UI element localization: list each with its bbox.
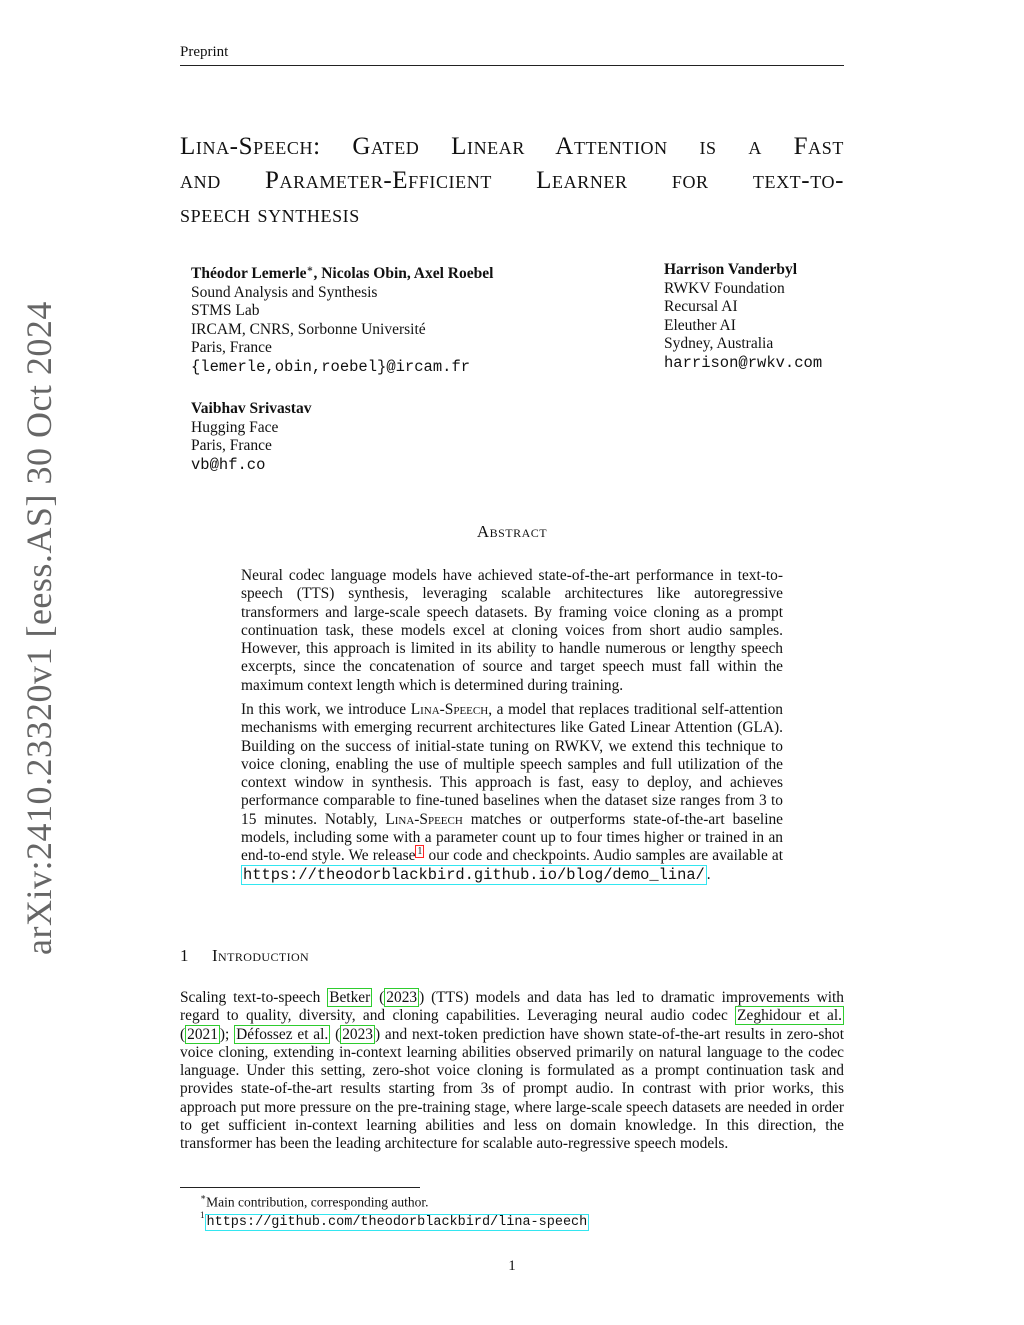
author-email: harrison@rwkv.com [664,353,823,372]
citation-link[interactable]: Zeghidour et al. [737,1007,842,1025]
citation-link[interactable]: Betker [329,989,371,1006]
model-name: Lina-Speech [385,810,463,828]
citation-link[interactable]: Défossez et al. [236,1025,329,1043]
author-email: vb@hf.co [191,455,266,474]
github-url-link[interactable]: https://github.com/theodorblackbird/lina-speech [206,1214,588,1230]
affiliation-line: STMS Lab [191,302,260,320]
paper-title [180,130,844,232]
citation-link[interactable]: 2021 [187,1025,218,1043]
affiliation-line: IRCAM, CNRS, Sorbonne Université [191,320,426,338]
citation-link[interactable]: 2023 [342,1025,373,1043]
author-names: Vaibhav Srivastav [191,400,312,417]
abstract-paragraph-1: Neural codec language models have achieved state-of-the-art performance in text-to-speech (TTS) synthesis, leveraging scalable architectures like autoregressive transformers and large-scale speech datasets. By framing voice cloning as a prompt continuation task, these models excel at cloning voices from short audio samples. However, this approach is limited in its ability to handle numerous or lengthy speech excerpts, since the concatenation of source and target speech must fall within the maximum context length which is determined during training. [241,567,783,694]
affiliation-line: Recursal AI [664,298,738,315]
author-block-ircam [191,261,493,376]
abstract-paragraph-2: In this work, we introduce Lina-Speech, a model that replaces traditional self-attention mechanisms with emerging recurrent architectures like Gated Linear Attention (GLA). Building on the success of initial-state tuning on RWKV, we extend this technique to voice cloning, enabling the use of multiple speech samples and full utilization of the context window in synthesis. This approach is fast, easy to deploy, and achieves performance comparable to fine-tuned baselines when the dataset size ranges from 3 to 15 minutes. Notably, Lina-Speech matches or outperforms state-of-the-art baseline models, including some with a parameter count up to four times higher or trained in an end-to-end style. We release $^1$ our code and checkpoints. Audio samples are available at https://theodorblackbird.github.io/blog/demo_lina/ . [241,701,783,884]
affiliation-line: Hugging Face [191,418,279,436]
title-line-1: Lina-Speech: Gated Linear Attention is a Fast [180,133,844,160]
title-line-3: speech synthesis [180,201,360,228]
author-names: Harrison Vanderbyl [664,261,798,278]
author-names: Théodor Lemerle∗, Nicolas Obin, Axel Roebel [191,264,494,283]
footnote-ref-link[interactable]: 1 [417,846,423,858]
model-name: Lina-Speech [410,701,489,718]
affiliation-line: RWKV Foundation [664,279,785,297]
author-block-rwkv [664,261,822,372]
affiliation-line: Eleuther AI [664,316,736,334]
arxiv-identifier: arXiv:2410.23320v1 [eess.AS] 30 Oct 2024 [19,301,59,955]
running-head: Preprint [180,44,229,60]
section-number: 1 [180,946,189,965]
section-title: Introduction [212,946,310,965]
author-block-huggingface [191,400,311,474]
page-number: 1 [508,1258,516,1274]
footnote-corresponding: ∗Main contribution, corresponding author. [200,1192,429,1210]
header-rule [180,65,844,66]
introduction-paragraph: Scaling text-to-speech Betker ( 2023 ) (TTS) models and data has led to dramatic improvements with regard to quality, diversity, and cloning capabilities. Leveraging neural audio codec Zeghidour et al. ( 2021 ); Défossez et al. ( 2023 ) and next-token prediction have shown state-of-the-art results in zero-shot voice cloning, extending in-context learning abilities observed primarily on natural language to the codec language. Under this setting, zero-shot voice cloning is formulated as a prompt continuation task and provides state-of-the-art results starting from 3s of prompt audio. In contrast with prior works, this approach put more pressure on the pre-training stage, where large-scale speech datasets are needed in order to get sufficient in-context learning abilities and less on domain knowledge. In this direction, the transformer has been the leading architecture for scalable auto-regressive speech models. [180,989,844,1153]
affiliation-line: Sydney, Australia [664,335,774,352]
affiliation-line: Paris, France [191,437,272,454]
title-line-2: and Parameter-Efficient Learner for text-to- [180,167,844,194]
corresponding-author-mark: ∗ [306,264,314,275]
demo-url-link[interactable]: https://theodorblackbird.github.io/blog/demo_lina/ [243,865,705,884]
affiliation-line: Paris, France [191,339,272,357]
footnote-github: $^1$ https://github.com/theodorblackbird/lina-speech [200,1210,588,1230]
citation-link[interactable]: 2023 [386,989,418,1006]
section-heading [180,946,309,966]
footnote-rule [180,1187,420,1188]
abstract-heading: Abstract [476,522,548,541]
author-email: {lemerle,obin,roebel}@ircam.fr [191,357,471,376]
affiliation-line: Sound Analysis and Synthesis [191,283,378,301]
